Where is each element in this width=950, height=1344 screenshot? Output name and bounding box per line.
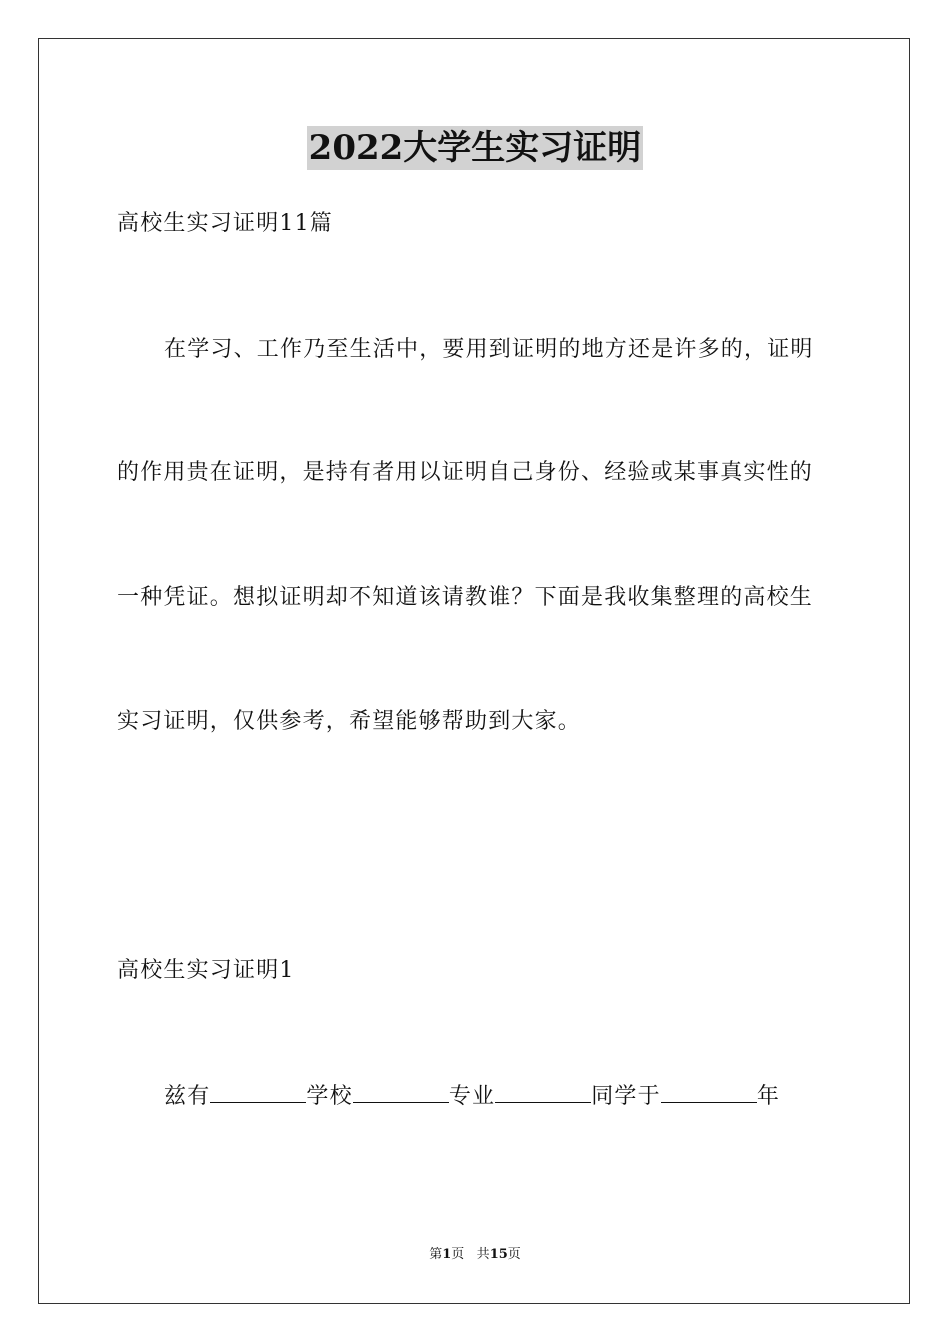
section-heading: 高校生实习证明1: [117, 958, 295, 983]
page-footer: [0, 1246, 950, 1264]
blank-school: [353, 1080, 449, 1103]
intro-line-1: 在学习、工作乃至生活中，要用到证明的地方还是许多的，证明: [164, 337, 814, 362]
intro-line-3: 一种凭证。想拟证明却不知道该请教谁？下面是我收集整理的高校生: [117, 585, 814, 610]
form-prefix: 兹有: [164, 1084, 211, 1109]
form-classmate-label: 同学于: [591, 1084, 661, 1109]
title-container: [0, 126, 950, 170]
footer-page-prefix: 第: [429, 1247, 443, 1262]
intro-line-4: 实习证明，仅供参考，希望能够帮助到大家。: [117, 709, 582, 734]
document-title: 2022大学生实习证明: [308, 128, 642, 168]
blank-major: [495, 1080, 591, 1103]
footer-page-unit: 页: [451, 1247, 465, 1262]
form-school-label: 学校: [306, 1084, 353, 1109]
form-line: [117, 1080, 780, 1112]
blank-name: [210, 1080, 306, 1103]
blank-year: [661, 1080, 757, 1103]
footer-total-unit: 页: [507, 1247, 521, 1262]
intro-line-2: 的作用贵在证明，是持有者用以证明自己身份、经验或某事真实性的: [117, 460, 814, 485]
footer-total-pages: 15: [489, 1247, 508, 1262]
footer-total-prefix: 共: [476, 1247, 490, 1262]
form-major-label: 专业: [448, 1084, 496, 1109]
form-year-label: 年: [756, 1084, 781, 1109]
footer-page-number: 1: [442, 1247, 452, 1262]
document-subtitle: 高校生实习证明11篇: [117, 211, 333, 236]
